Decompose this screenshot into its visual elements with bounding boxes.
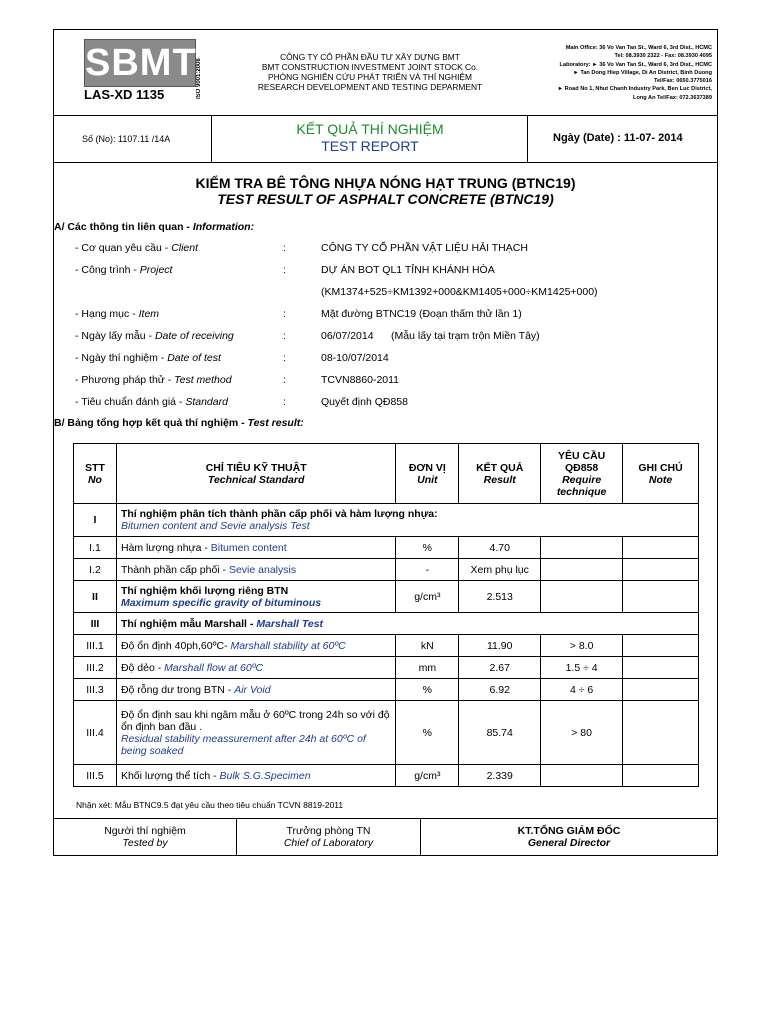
address-line: Laboratory: ► 36 Vo Van Tan St., Ward 6, 3rd Dist., HCMC (559, 61, 712, 68)
logo-las: LAS-XD 1135 (84, 87, 165, 102)
signature-chief-lab: Trưởng phòng TN Chief of Laboratory (283, 825, 374, 849)
bmt-logo (84, 39, 196, 87)
address-line: Tel: 08.3930 2322 - Fax: 08.3930 4095 (614, 53, 712, 60)
signature-tested-by: Người thí nghiệm Tested by (104, 825, 186, 849)
table-row: III.4 Độ ổn định sau khi ngâm mẫu ở 60ºC trong 24h so với độ ổn định ban đầu . Residual stability meassurement after 24h at 60ºC of being soaked % 85.74 > 80 (74, 701, 699, 765)
divider (211, 115, 212, 162)
report-number: Số (No): 1107.11 /14A (82, 134, 171, 144)
report-title-en: TEST REPORT (321, 138, 419, 154)
col-header-note: GHI CHÚ Note (623, 444, 699, 504)
col-header-unit: ĐƠN VỊ Unit (396, 444, 459, 504)
results-table (73, 443, 699, 787)
address-line: Main Office: 36 Vo Van Tan St., Ward 6, 3rd Dist., HCMC (565, 45, 712, 51)
document-title-en: TEST RESULT OF ASPHALT CONCRETE (BTNC19) (217, 191, 554, 207)
address-line: ► Road No 1, Nhut Chanh Industry Park, Ben Luc District, (557, 86, 712, 93)
col-header-standard: CHỈ TIÊU KỸ THUẬT Technical Standard (116, 444, 395, 504)
company-line: RESEARCH DEVELOPMENT AND TESTING DEPARMENT (257, 82, 483, 92)
document-title-vn: KIỂM TRA BÊ TÔNG NHỰA NÓNG HẠT TRUNG (BTNC19) (195, 175, 576, 191)
table-row-group: II Thí nghiệm khối lượng riêng BTN Maximum specific gravity of bituminous g/cm³ 2.513 (74, 581, 699, 613)
address-line: Long An Tel/Fax: 072.3637389 (633, 94, 712, 101)
address-block (512, 44, 712, 102)
table-header-row (74, 444, 699, 504)
address-line: ► Tan Dong Hiep Village, Di An District, Binh Duong (573, 69, 712, 76)
table-row-group: III Thí nghiệm mẫu Marshall - Marshall Test (74, 613, 699, 635)
col-header-require: YÊU CẦU QĐ858 Require technique (541, 444, 623, 504)
table-row: I.1 Hàm lượng nhựa - Bitumen content % 4.70 (74, 537, 699, 559)
company-line: CÔNG TY CỔ PHẦN ĐẦU TƯ XÂY DỰNG BMT (280, 52, 460, 62)
divider (527, 115, 528, 162)
col-header-result: KẾT QUẢ Result (459, 444, 541, 504)
table-row: III.1 Độ ổn định 40ph,60ºC- Marshall stability at 60ºC kN 11.90 > 8.0 (74, 635, 699, 657)
divider (53, 115, 718, 116)
table-row: I.2 Thành phần cấp phối - Sevie analysis - Xem phụ lục (74, 559, 699, 581)
section-a-heading: A/ Các thông tin liên quan - Information: (54, 221, 255, 233)
address-line: Tel/Fax: 0650.3775016 (653, 78, 712, 85)
section-b-heading: B/ Bảng tổng hợp kết quả thí nghiệm - Test result: (54, 417, 304, 429)
table-row: III.3 Độ rỗng dư trong BTN - Air Void % 6.92 4 ÷ 6 (74, 679, 699, 701)
table-row-group: I Thí nghiệm phân tích thành phần cấp phối và hàm lượng nhựa: Bitumen content and Sevie analysis Test (74, 504, 699, 537)
table-row: III.5 Khối lượng thể tích - Bulk S.G.Specimen g/cm³ 2.339 (74, 765, 699, 787)
company-line: BMT CONSTRUCTION INVESTMENT JOINT STOCK Co. (261, 62, 479, 72)
divider (53, 818, 718, 819)
company-info (230, 52, 510, 92)
report-date: Ngày (Date) : 11-07- 2014 (553, 132, 683, 144)
logo-iso: ISO 9001:2008 (196, 58, 202, 99)
remark: Nhận xét: Mẫu BTNC9.5 đạt yêu cầu theo tiêu chuẩn TCVN 8819-2011 (76, 800, 344, 810)
table-row: III.2 Độ dẻo - Marshall flow at 60ºC mm 2.67 1.5 ÷ 4 (74, 657, 699, 679)
col-header-no: STT No (74, 444, 117, 504)
logo-text: SBMT (85, 42, 197, 84)
divider (53, 162, 718, 163)
signature-general-director: KT.TỔNG GIÁM ĐỐC General Director (517, 825, 621, 849)
report-title-vn: KẾT QUẢ THÍ NGHIỆM (296, 121, 444, 137)
company-line: PHÒNG NGHIÊN CỨU PHÁT TRIỂN VÀ THÍ NGHIỆM (268, 72, 472, 82)
